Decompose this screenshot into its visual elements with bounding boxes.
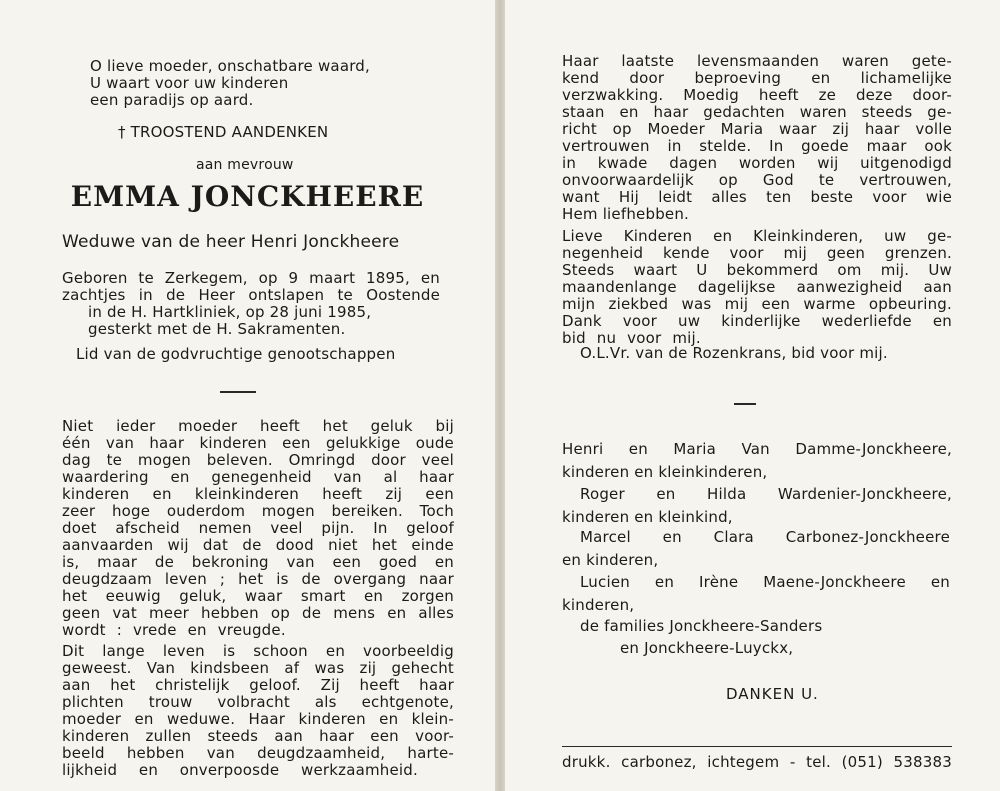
text-line: Hem liefhebben.: [562, 205, 690, 223]
memorial-heading: † TROOSTEND AANDENKEN: [118, 123, 329, 141]
birth-line: zachtjes in de Heer ontslapen te Oostende: [62, 286, 440, 304]
separator-dash: [220, 391, 256, 393]
separator-dash: [734, 403, 756, 405]
membership-line: Lid van de godvruchtige genootschappen: [76, 345, 396, 363]
text-line: is, maar de bekroning van een goed en: [62, 553, 454, 571]
text-line: aan het christelijk geloof. Zij heeft haar: [62, 676, 454, 694]
text-line: in kwade dagen worden wij uitgenodigd: [562, 154, 952, 172]
right-page: [505, 0, 1000, 791]
text-line: vertrouwen in stelde. In goede maar ook: [562, 137, 952, 155]
family-line: en kinderen,: [562, 551, 659, 569]
family-line: Marcel en Clara Carbonez-Jonckheere: [580, 528, 950, 546]
poem-line: O lieve moeder, onschatbare waard,: [90, 57, 371, 75]
text-line: geweest. Van kindsbeen af was zij gehecht: [62, 659, 454, 677]
text-line: wordt : vrede en vreugde.: [62, 621, 286, 639]
birth-line: gesterkt met de H. Sakramenten.: [88, 320, 346, 338]
printer-line: drukk. carbonez, ichtegem - tel. (051) 538383: [562, 753, 952, 771]
widow-line: Weduwe van de heer Henri Jonckheere: [62, 232, 400, 252]
dedication: aan mevrouw: [196, 157, 294, 173]
family-line: en Jonckheere-Luyckx,: [620, 639, 794, 657]
family-line: kinderen en kleinkinderen,: [562, 463, 768, 481]
family-line: kinderen en kleinkind,: [562, 508, 733, 526]
text-line: lijkheid en onverpoosde werkzaamheid.: [62, 761, 418, 779]
text-line: het eeuwig geluk, waar smart en zorgen: [62, 587, 454, 605]
text-line: zeer hoge ouderdom mogen bereiken. Toch: [62, 502, 454, 520]
text-line: verzwakking. Moedig heeft ze deze door-: [562, 86, 952, 104]
text-line: kinderen zullen steeds aan haar een voor-: [62, 727, 454, 745]
text-line: negenheid kende voor mij geen grenzen.: [562, 244, 952, 262]
text-line: richt op Moeder Maria waar zij haar volle: [562, 120, 952, 138]
text-line: Steeds waart U bekommerd om mij. Uw: [562, 261, 952, 279]
text-line: onvoorwaardelijk op God te vertrouwen,: [562, 171, 952, 189]
text-line: staan en haar gedachten waren steeds ge-: [562, 103, 952, 121]
family-line: Henri en Maria Van Damme-Jonckheere,: [562, 440, 952, 458]
text-line: maandenlange dagelijkse aanwezigheid aan: [562, 278, 952, 296]
text-line: kend door beproeving en lichamelijke: [562, 69, 952, 87]
family-line: Lucien en Irène Maene-Jonckheere en: [580, 573, 950, 591]
poem-line: een paradijs op aard.: [90, 91, 254, 109]
text-line: moeder en weduwe. Haar kinderen en klein-: [62, 710, 454, 728]
text-line: want Hij leidt alles ten beste voor wie: [562, 188, 952, 206]
text-line: bid nu voor mij.: [562, 329, 701, 347]
text-line: Dit lange leven is schoon en voorbeeldig: [62, 642, 454, 660]
text-line: Niet ieder moeder heeft het geluk bij: [62, 417, 454, 435]
text-line: Haar laatste levensmaanden waren gete-: [562, 52, 952, 70]
text-line: Lieve Kinderen en Kleinkinderen, uw ge-: [562, 227, 952, 245]
text-line: beeld hebben van deugdzaamheid, harte-: [62, 744, 454, 762]
card-fold: [495, 0, 505, 791]
text-line: plichten trouw volbracht als echtgenote,: [62, 693, 454, 711]
text-line: dag te mogen beleven. Omringd door veel: [62, 451, 454, 469]
text-line: Dank voor uw kinderlijke wederliefde en: [562, 312, 952, 330]
text-line: één van haar kinderen een gelukkige oude: [62, 434, 454, 452]
text-line: doet afscheid nemen veel pijn. In geloof: [62, 519, 454, 537]
text-line: waardering en genegenheid van al haar: [62, 468, 454, 486]
birth-line: Geboren te Zerkegem, op 9 maart 1895, en: [62, 269, 440, 287]
text-line: aanvaarden wij dat de dood niet het einde: [62, 536, 454, 554]
prayer-line: O.L.Vr. van de Rozenkrans, bid voor mij.: [580, 344, 888, 362]
text-line: mijn ziekbed was mij een warme opbeuring.: [562, 295, 952, 313]
family-line: kinderen,: [562, 596, 635, 614]
birth-line: in de H. Hartkliniek, op 28 juni 1985,: [88, 303, 372, 321]
text-line: deugdzaam leven ; het is de overgang naar: [62, 570, 454, 588]
deceased-name: EMMA JONCKHEERE: [70, 180, 425, 213]
family-line: de families Jonckheere-Sanders: [580, 617, 823, 635]
thanks-line: DANKEN U.: [726, 685, 819, 703]
footer-rule: [562, 746, 952, 747]
text-line: kinderen en kleinkinderen heeft zij een: [62, 485, 454, 503]
text-line: geen vat meer hebben op de mens en alles: [62, 604, 454, 622]
poem-line: U waart voor uw kinderen: [90, 74, 289, 92]
family-line: Roger en Hilda Wardenier-Jonckheere,: [580, 485, 952, 503]
left-page: [0, 0, 495, 791]
